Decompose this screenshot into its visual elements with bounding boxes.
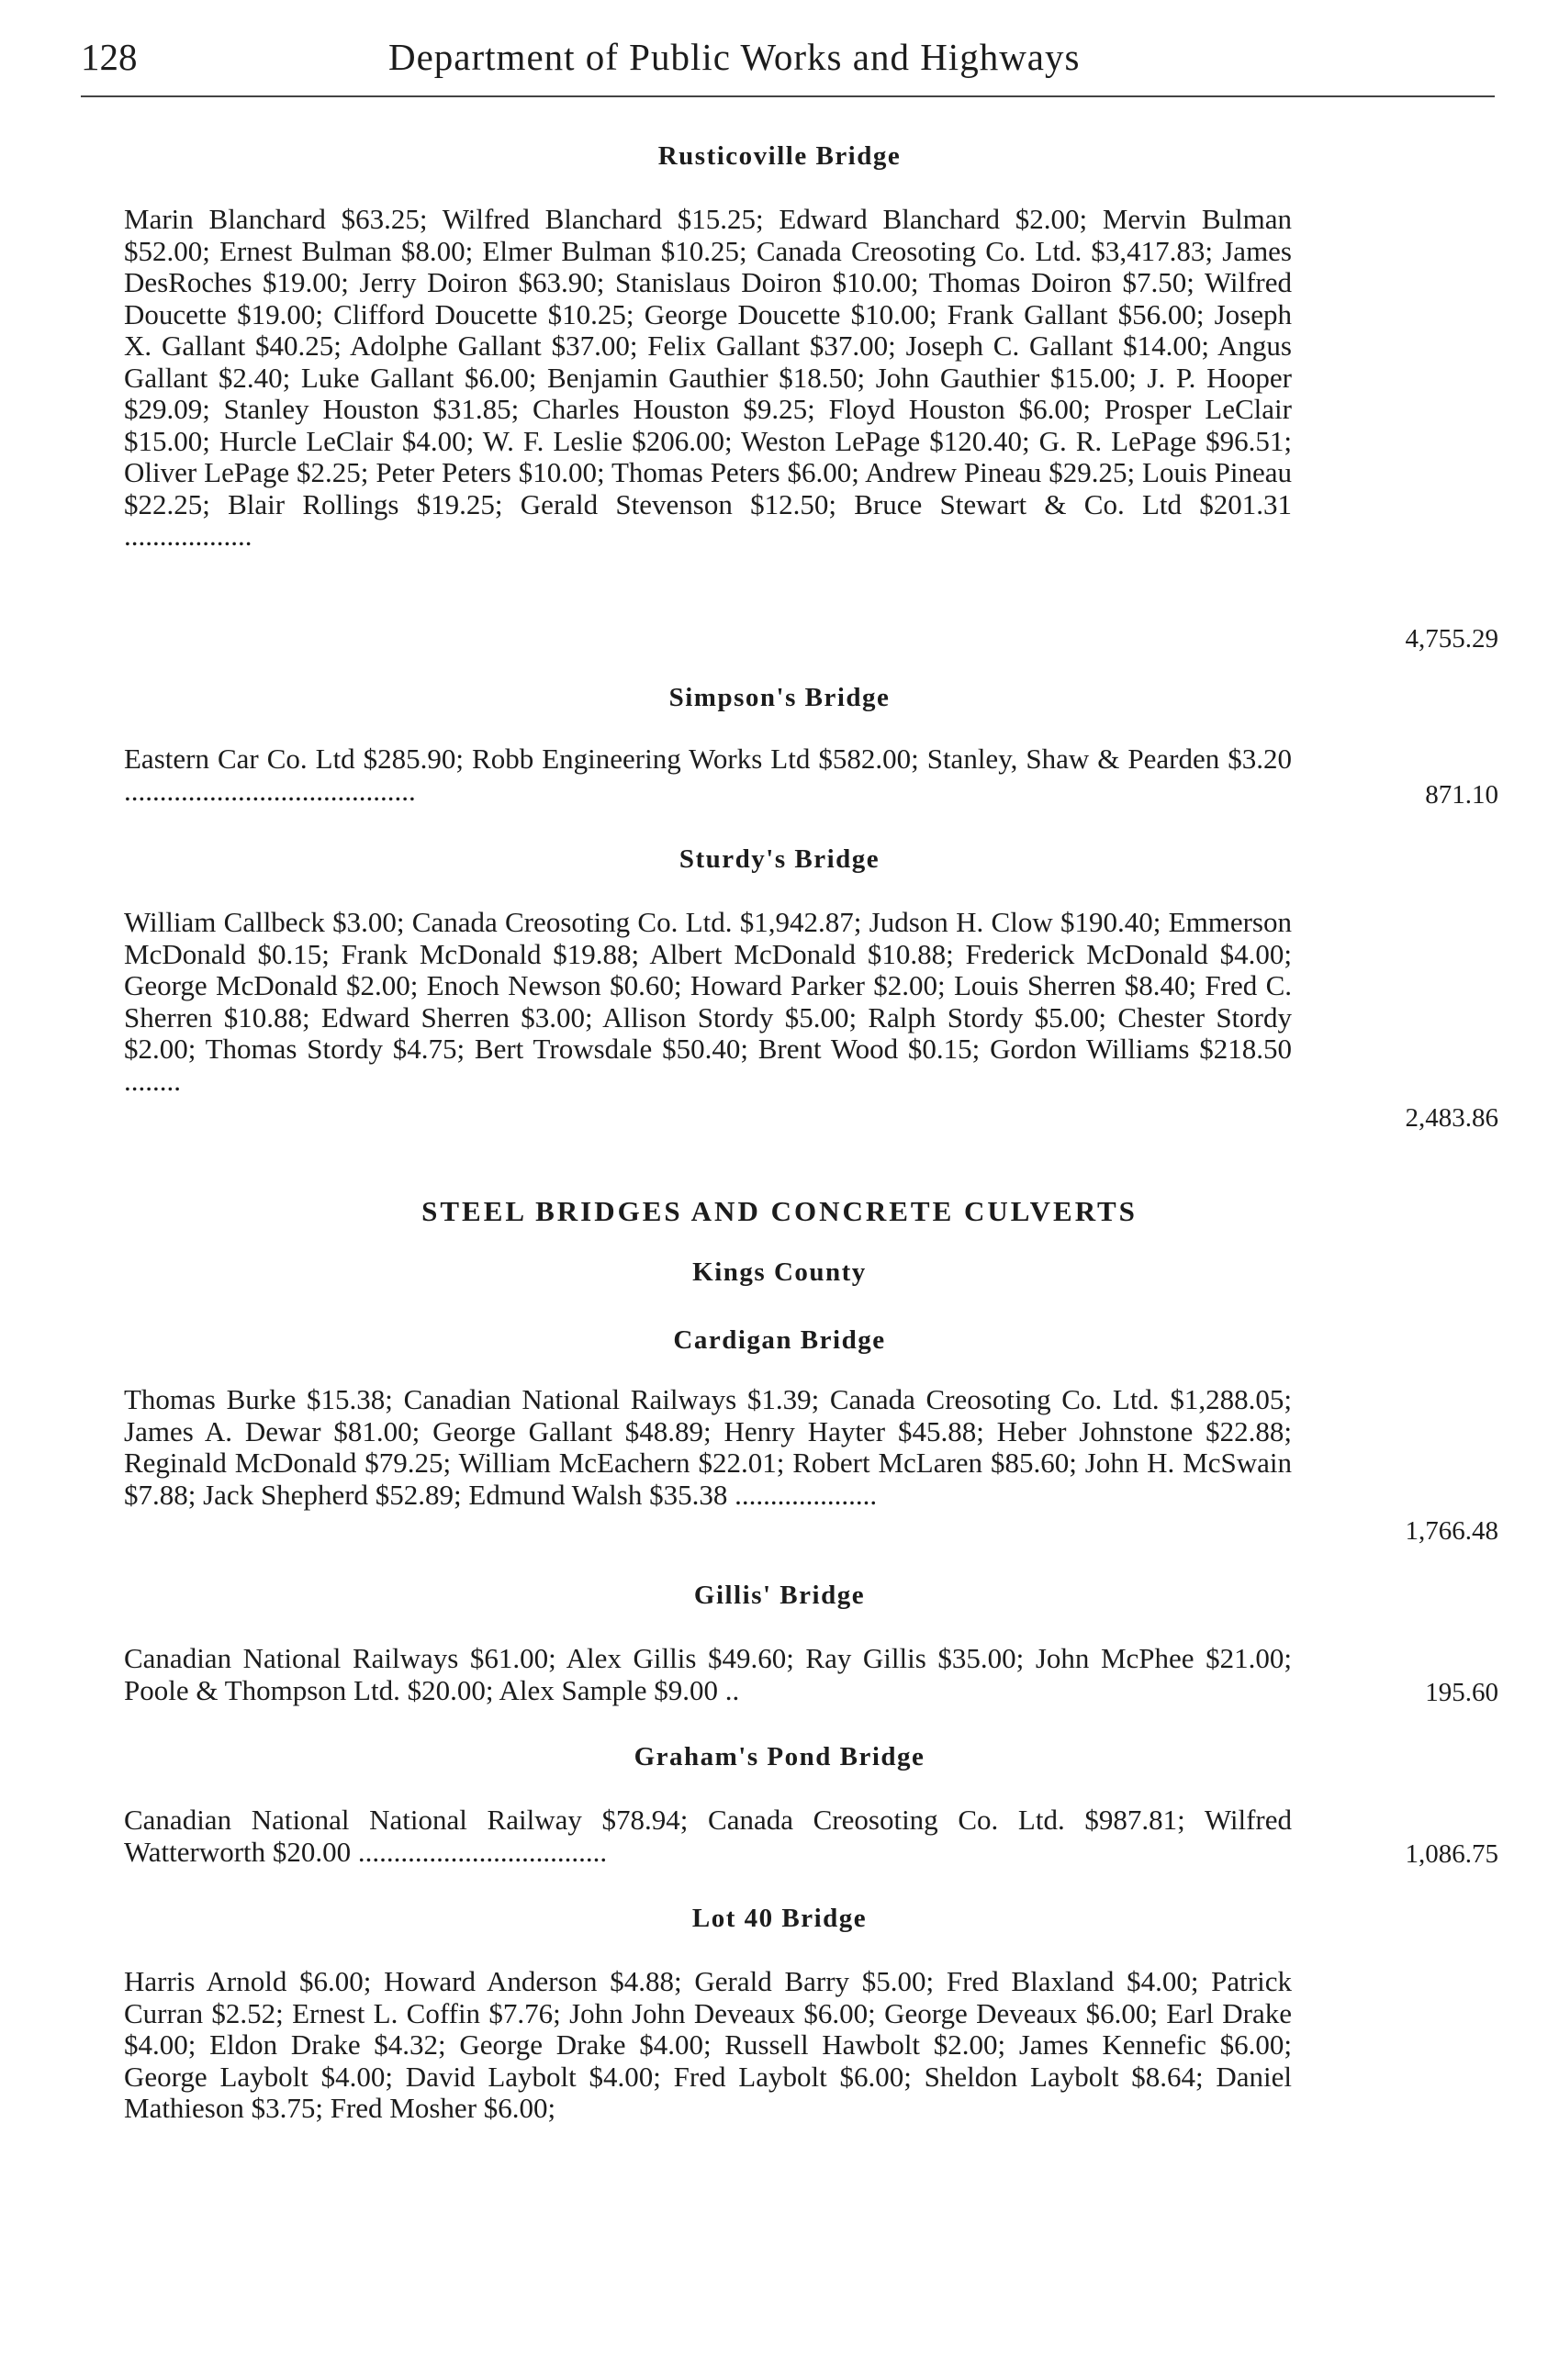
section-heading: Rusticoville Bridge: [657, 141, 902, 171]
section-entries: Marin Blanchard $63.25; Wilfred Blanchard $15.25; Edward Blanchard $2.00; Mervin Bulman $52.00; Ernest Bulman $8.00; Elmer Bulman $10.25; Canada Creosoting Co. Ltd. $3,417.83; James DesRoches $19.00; Jerry Doiron $63.90; Stanislaus Doiron $10.00; Thomas Doiron $7.50; Wilfred Doucette $19.00; Clifford Doucette $10.25; George Doucette $10.00; Frank Gallant $56.00; Joseph X. Gallant $40.25; Adolphe Gallant $37.00; Felix Gallant $37.00; Joseph C. Gallant $14.00; Angus Gallant $2.40; Luke Gallant $6.00; Benjamin Gauthier $18.50; John Gauthier $15.00; J. P. Hooper $29.09; Stanley Houston $31.85; Charles Houston $9.25; Floyd Houston $6.00; Prosper LeClair $15.00; Hurcle LeClair $4.00; W. F. Leslie $206.00; Weston LePage $120.40; G. R. LePage $96.51; Oliver LePage $2.25; Peter Peters $10.00; Thomas Peters $6.00; Andrew Pineau $29.25; Louis Pineau $22.25; Blair Rollings $19.25; Gerald Stevenson $12.50; Bruce Stewart & Co. Ltd $201.31 ..................: [124, 203, 1292, 552]
section-total: 195.60: [1425, 1678, 1498, 1707]
section-heading: Graham's Pond Bridge: [634, 1742, 925, 1771]
section-heading: Simpson's Bridge: [668, 683, 891, 712]
page-number: 128: [81, 36, 138, 78]
section-entries: William Callbeck $3.00; Canada Creosoting Co. Ltd. $1,942.87; Judson H. Clow $190.40; Emmerson McDonald $0.15; Frank McDonald $19.88; Albert McDonald $10.88; Frederick McDonald $4.00; George McDonald $2.00; Enoch Newson $0.60; Howard Parker $2.00; Louis Sherren $8.40; Fred C. Sherren $10.88; Edward Sherren $3.00; Allison Stordy $5.00; Ralph Stordy $5.00; Chester Stordy $2.00; Thomas Stordy $4.75; Bert Trowsdale $50.40; Brent Wood $0.15; Gordon Williams $218.50 ........: [124, 906, 1292, 1097]
section-total: 871.10: [1425, 780, 1498, 810]
section-total: 4,755.29: [1405, 624, 1498, 654]
header-rule: [81, 95, 1495, 97]
section-entries: Thomas Burke $15.38; Canadian National Railways $1.39; Canada Creosoting Co. Ltd. $1,288.05; James A. Dewar $81.00; George Gallant $48.89; Henry Hayter $45.88; Heber Johnstone $22.88; Reginald McDonald $79.25; William McEachern $22.01; Robert McLaren $85.60; John H. McSwain $7.88; Jack Shepherd $52.89; Edmund Walsh $35.38 ....................: [124, 1383, 1292, 1511]
running-title: Department of Public Works and Highways: [388, 36, 1081, 78]
section-total: 1,086.75: [1405, 1839, 1498, 1869]
section-entries: Canadian National National Railway $78.94; Canada Creosoting Co. Ltd. $987.81; Wilfred Watterworth $20.00 ...................................: [124, 1804, 1292, 1868]
section-total: 2,483.86: [1405, 1103, 1498, 1133]
section-entries: Eastern Car Co. Ltd $285.90; Robb Engineering Works Ltd $582.00; Stanley, Shaw & Pearden $3.20 .........................................: [124, 743, 1292, 807]
section-entries: Canadian National Railways $61.00; Alex Gillis $49.60; Ray Gillis $35.00; John McPhee $21.00; Poole & Thompson Ltd. $20.00; Alex Sample $9.00 ..: [124, 1642, 1292, 1706]
major-heading: STEEL BRIDGES AND CONCRETE CULVERTS: [421, 1195, 1138, 1227]
page-header: [81, 35, 1513, 94]
section-heading: Gillis' Bridge: [693, 1581, 866, 1610]
county-heading: Kings County: [692, 1257, 867, 1287]
section-heading: Cardigan Bridge: [673, 1325, 886, 1355]
section-entries: Harris Arnold $6.00; Howard Anderson $4.88; Gerald Barry $5.00; Fred Blaxland $4.00; Patrick Curran $2.52; Ernest L. Coffin $7.76; John John Deveaux $6.00; George Deveaux $6.00; Earl Drake $4.00; Eldon Drake $4.32; George Drake $4.00; Russell Hawbolt $2.00; James Kennefic $6.00; George Laybolt $4.00; David Laybolt $4.00; Fred Laybolt $6.00; Sheldon Laybolt $8.64; Daniel Mathieson $3.75; Fred Mosher $6.00;: [124, 1965, 1292, 2124]
section-heading: Lot 40 Bridge: [691, 1904, 868, 1933]
section-total: 1,766.48: [1405, 1516, 1498, 1546]
section-heading: Sturdy's Bridge: [679, 844, 880, 874]
